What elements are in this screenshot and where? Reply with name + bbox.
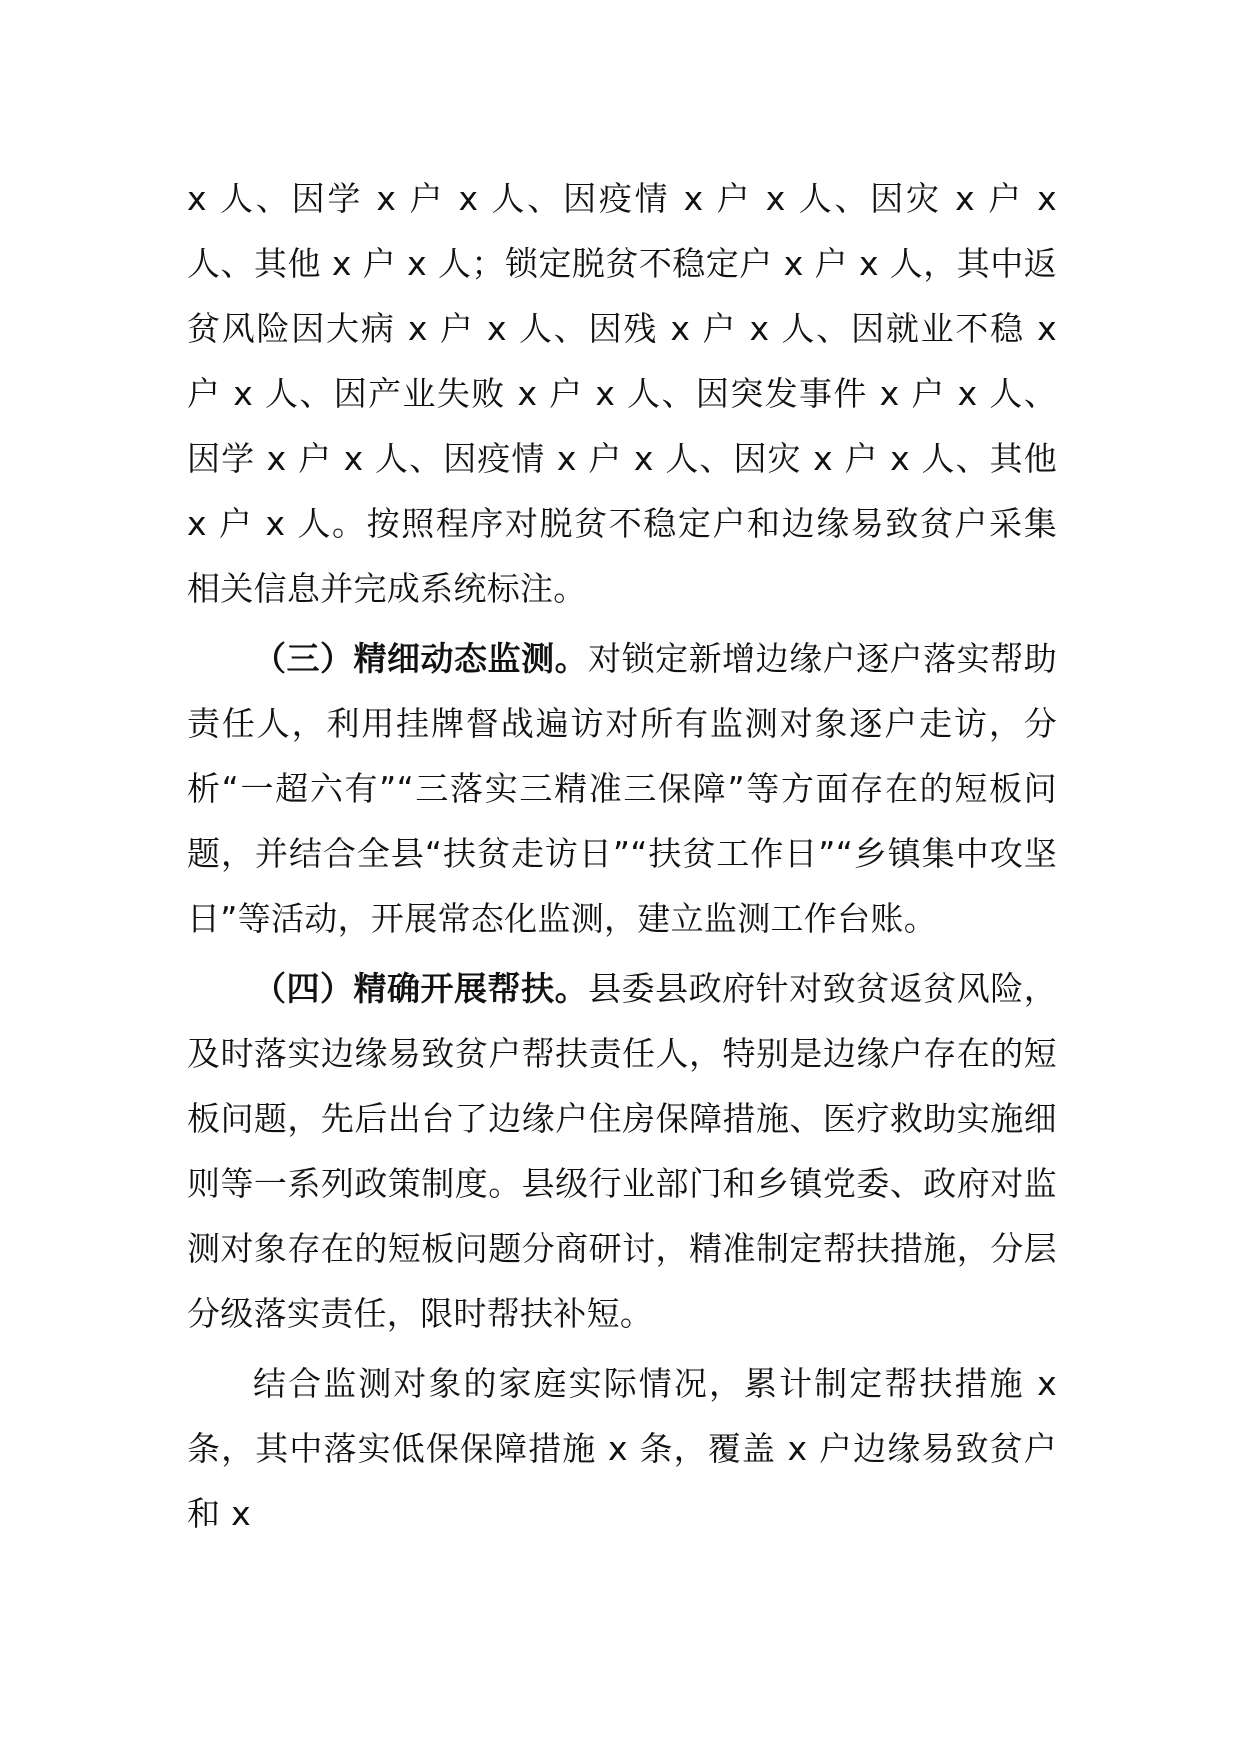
paragraph-continuation: [187, 166, 1057, 621]
section-heading-four: （四）精确开展帮扶。: [253, 969, 589, 1008]
paragraph-text: 对锁定新增边缘户逐户落实帮助责任人，利用挂牌督战遍访对所有监测对象逐户走访，分析“一超六有”“三落实三精准三保障”等方面存在的短板问题，并结合全县“扶贫走访日”“扶贫工作日”“乡镇集中攻坚日”等活动，开展常态化监测，建立监测工作台账。: [187, 639, 1058, 938]
paragraph-section-three: [187, 626, 1057, 951]
paragraph-text: x 人、因学 x 户 x 人、因疫情 x 户 x 人、因灾 x 户 x 人、其他 x 户 x 人；锁定脱贫不稳定户 x 户 x 人，其中返贫风险因大病 x 户 x 人、因残 x 户 x 人、因就业不稳 x 户 x 人、因产业失败 x 户 x 人、因突发事件 x 户 x 人、因学 x 户 x 人、因疫情 x 户 x 人、因灾 x 户 x 人、其他 x 户 x 人。按照程序对脱贫不稳定户和边缘易致贫户采集相关信息并完成系统标注。: [187, 179, 1057, 608]
section-heading-three: （三）精细动态监测。: [253, 639, 589, 678]
document-page: [187, 166, 1057, 1546]
paragraph-measures: [187, 1351, 1057, 1546]
paragraph-section-four: [187, 956, 1057, 1346]
paragraph-text: 县委县政府针对致贫返贫风险，及时落实边缘易致贫户帮扶责任人，特别是边缘户存在的短板问题，先后出台了边缘户住房保障措施、医疗救助实施细则等一系列政策制度。县级行业部门和乡镇党委、政府对监测对象存在的短板问题分商研讨，精准制定帮扶措施，分层分级落实责任，限时帮扶补短。: [187, 969, 1058, 1333]
paragraph-text: 结合监测对象的家庭实际情况，累计制定帮扶措施 x 条，其中落实低保保障措施 x 条，覆盖 x 户边缘易致贫户和 x: [187, 1364, 1058, 1533]
